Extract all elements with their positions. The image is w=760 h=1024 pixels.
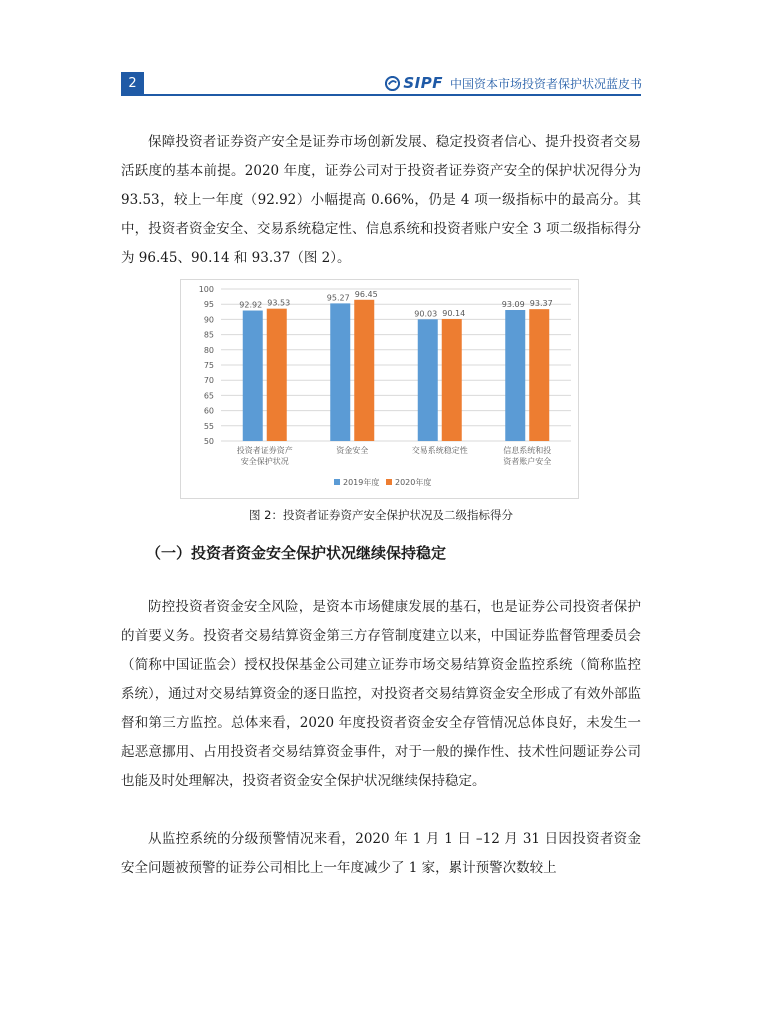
x-tick-label: 交易系统稳定性 bbox=[411, 446, 468, 455]
y-tick-label: 75 bbox=[203, 361, 214, 370]
data-label: 92.92 bbox=[239, 300, 263, 310]
bar bbox=[330, 303, 350, 441]
legend-swatch bbox=[386, 479, 392, 485]
x-tick-label: 信息系统和投 bbox=[503, 446, 552, 455]
bar bbox=[529, 309, 549, 441]
legend-swatch bbox=[334, 479, 340, 485]
bar bbox=[442, 319, 462, 441]
bar bbox=[243, 311, 263, 441]
bar-chart-svg bbox=[181, 280, 578, 498]
brand-wordmark: SIPF bbox=[403, 74, 443, 92]
y-tick-label: 95 bbox=[203, 300, 214, 310]
x-tick-label: 资金安全 bbox=[336, 446, 369, 455]
bar bbox=[505, 310, 525, 441]
figure-caption: 图 2：投资者证券资产安全保护状况及二级指标得分 bbox=[249, 508, 513, 522]
data-label: 90.03 bbox=[414, 309, 438, 319]
y-tick-label: 65 bbox=[203, 391, 214, 401]
y-tick-label: 100 bbox=[198, 285, 214, 294]
data-label: 93.53 bbox=[267, 298, 291, 308]
y-tick-label: 70 bbox=[203, 376, 214, 386]
x-tick-label: 投资者证券资产 bbox=[236, 446, 293, 455]
legend-label: 2020年度 bbox=[395, 478, 432, 487]
y-tick-label: 60 bbox=[203, 406, 214, 416]
sipf-logo-icon bbox=[385, 76, 400, 91]
book-title: 中国资本市场投资者保护状况蓝皮书 bbox=[449, 76, 642, 91]
y-tick-label: 85 bbox=[203, 330, 214, 340]
page-number: 2 bbox=[121, 72, 144, 94]
y-tick-label: 80 bbox=[203, 345, 214, 355]
bar bbox=[267, 309, 287, 441]
data-label: 93.37 bbox=[529, 299, 553, 309]
data-label: 90.14 bbox=[442, 308, 466, 318]
section-heading: （一）投资者资金安全保护状况继续保持稳定 bbox=[146, 544, 447, 562]
y-tick-label: 90 bbox=[203, 315, 214, 325]
x-tick-label: 安全保护状况 bbox=[240, 457, 289, 466]
bar-chart bbox=[180, 279, 579, 499]
paragraph-1: 保障投资者证券资产安全是证券市场创新发展、稳定投资者信心、提升投资者交易活跃度的基本前提。2020 年度，证券公司对于投资者证券资产安全的保护状况得分为 93.53，较上一年度（92.92）小幅提高 0.66%，仍是 4 项一级指标中的最高分。其中，投资者资金安全、交易系统稳定性、信息系统和投资者账户安全 3 项二级指标得分为 96.45、90.14 和 93.37（图 2）。 bbox=[121, 134, 641, 266]
y-tick-label: 50 bbox=[203, 437, 214, 446]
y-tick-label: 55 bbox=[203, 421, 214, 431]
bar bbox=[418, 319, 438, 441]
header-brand bbox=[385, 74, 642, 92]
legend-label: 2019年度 bbox=[343, 478, 380, 487]
paragraph-2: 防控投资者资金安全风险，是资本市场健康发展的基石，也是证券公司投资者保护的首要义务。投资者交易结算资金第三方存管制度建立以来，中国证券监督管理委员会（简称中国证监会）授权投保基金公司建立证券市场交易结算资金监控系统（简称监控系统），通过对交易结算资金的逐日监控，对投资者交易结算资金安全形成了有效外部监督和第三方监控。总体来看，2020 年度投资者资金安全存管情况总体良好，未发生一起恶意挪用、占用投资者交易结算资金事件，对于一般的操作性、技术性问题证券公司也能及时处理解决，投资者资金安全保护状况继续保持稳定。 bbox=[121, 599, 641, 789]
data-label: 93.09 bbox=[501, 300, 525, 310]
paragraph-3: 从监控系统的分级预警情况来看，2020 年 1 月 1 日 –12 月 31 日因投资者资金安全问题被预警的证券公司相比上一年度减少了 1 家，累计预警次数较上 bbox=[121, 831, 641, 876]
header-rule bbox=[121, 94, 641, 96]
x-tick-label: 资者账户安全 bbox=[503, 457, 552, 466]
bar bbox=[354, 300, 374, 441]
data-label: 95.27 bbox=[326, 293, 350, 303]
data-label: 96.45 bbox=[354, 289, 378, 299]
